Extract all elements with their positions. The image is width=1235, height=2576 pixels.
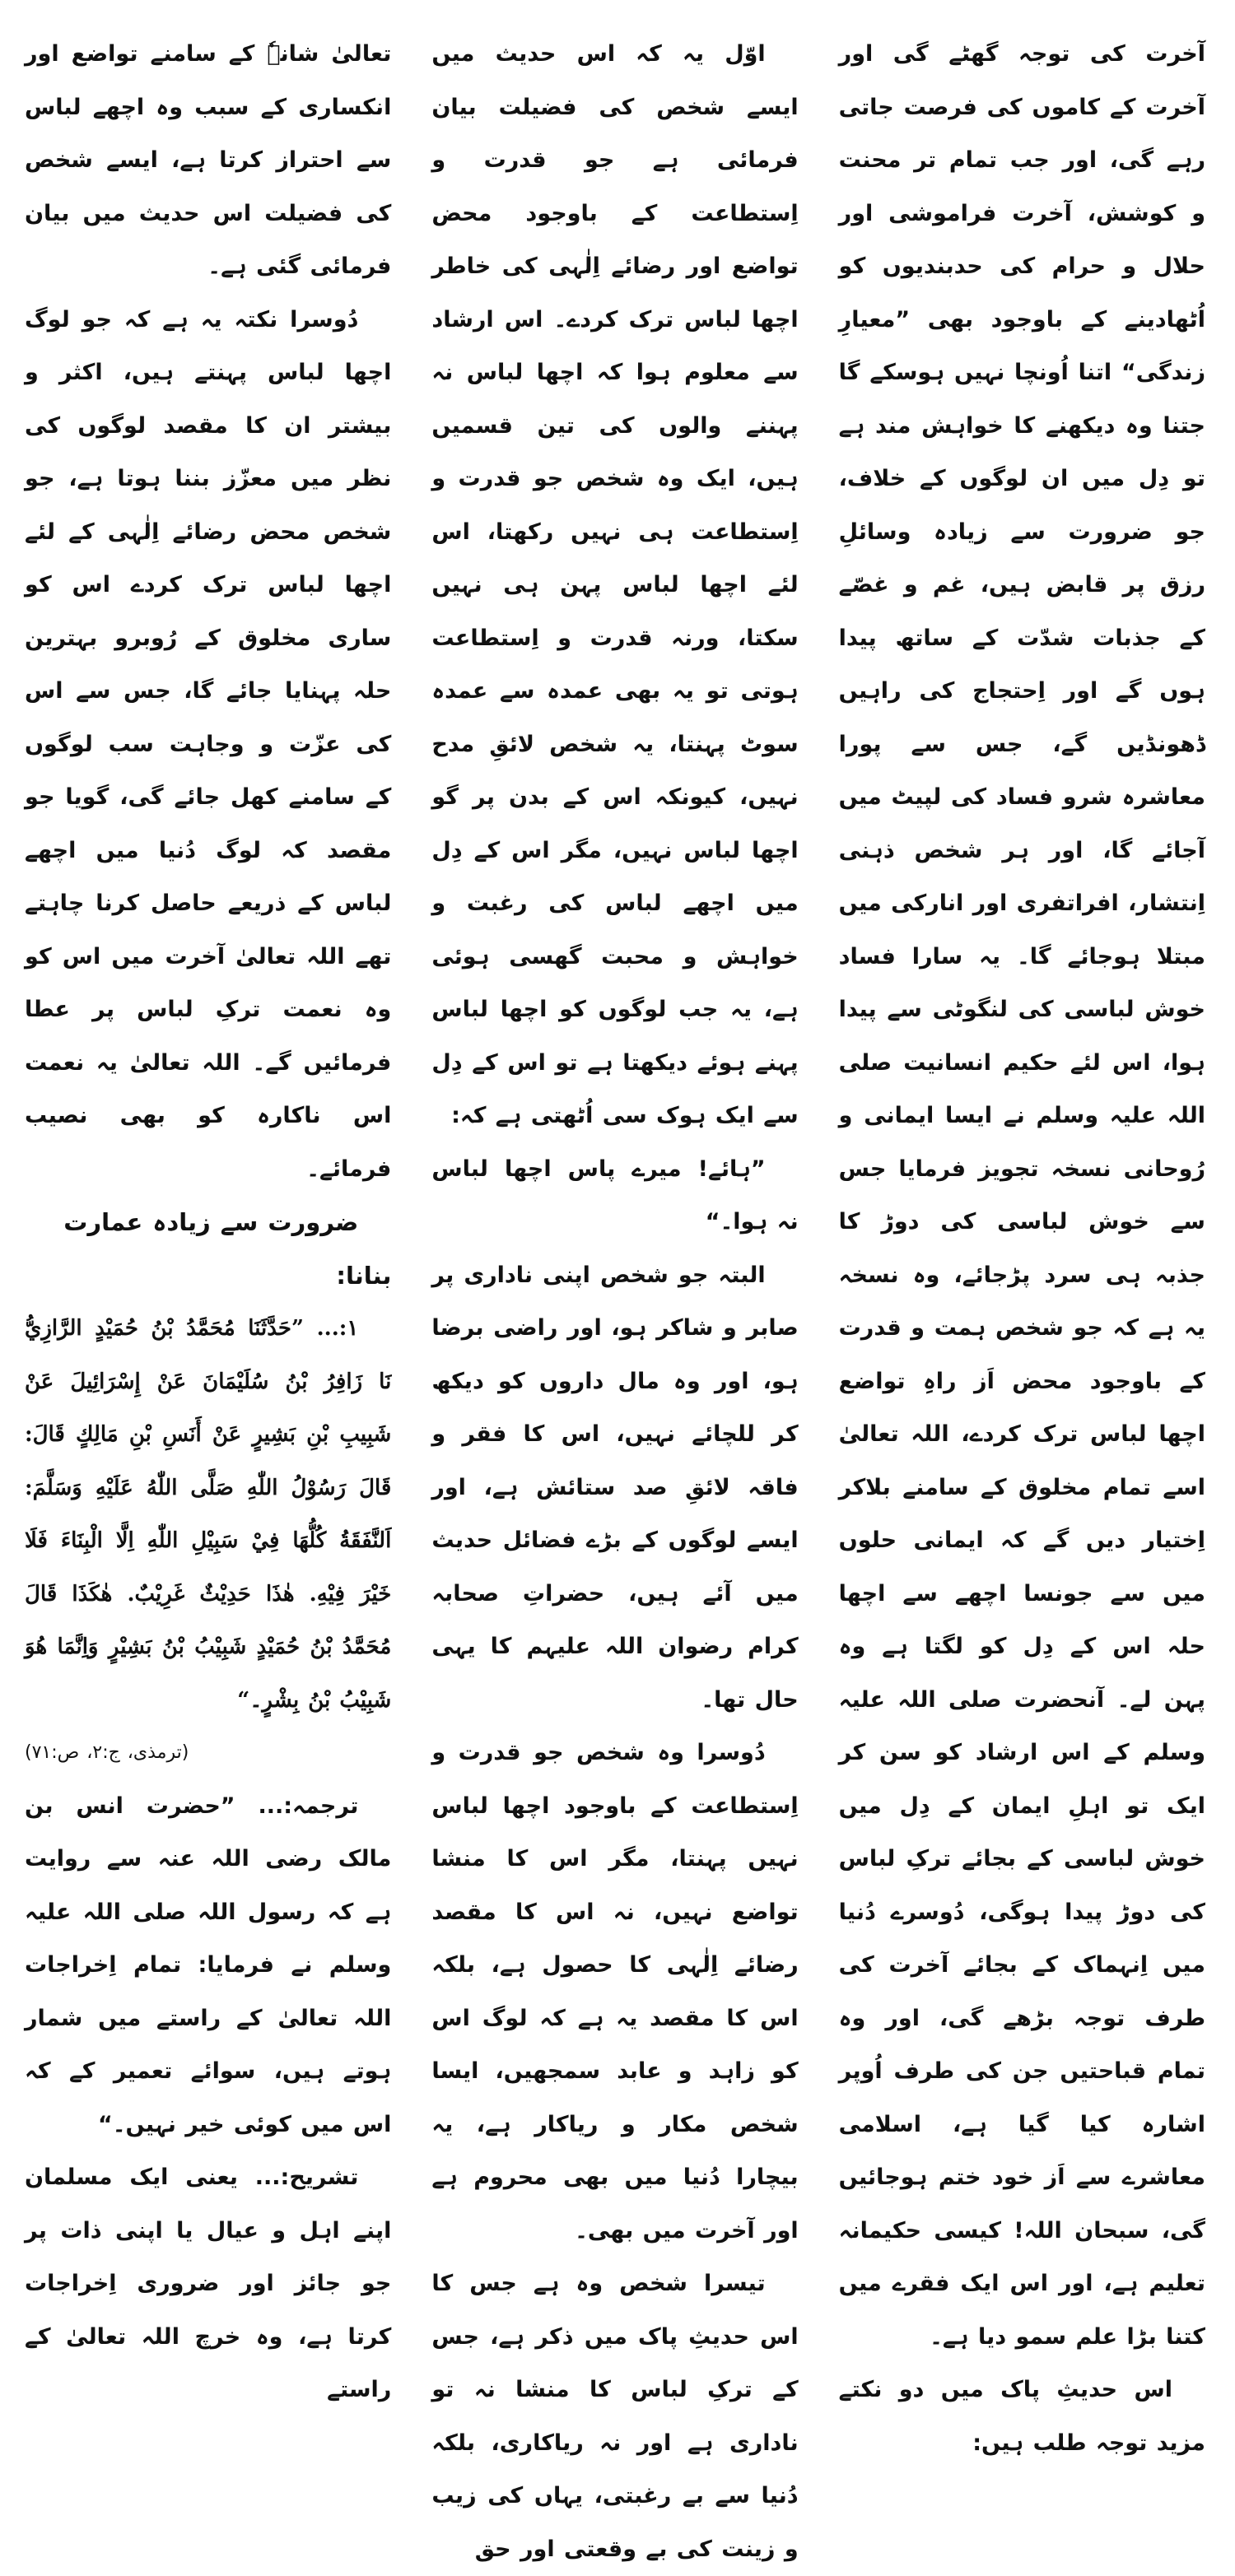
paragraph: آخرت کی توجہ گھٹے گی اور آخرت کے کاموں کی فرصت جاتی رہے گی، اور جب تمام تر محنت و کوشش، آخرت فراموشی اور حلال و حرام کی حدبندیوں کو اُٹھادینے کے باوجود بھی ”معیارِ زندگی“ اتنا اُونچا نہیں ہوسکے گا جتنا وہ دیکھنے کا خواہش مند ہے تو دِل میں ان لوگوں کے خلاف، جو ضرورت سے زیادہ وسائلِ رزق پر قابض ہیں، غم و غصّے کے جذبات شدّت کے ساتھ پیدا ہوں گے اور اِحتجاج کی راہیں ڈھونڈیں گے، جس سے پورا معاشرہ شرو فساد کی لپیٹ میں آجائے گا، اور ہر شخص ذہنی اِنتشار، افراتفری اور انارکی میں مبتلا ہوجائے گا۔ یہ سارا فساد خوش لباسی کی لنگوٹی سے پیدا ہوا، اس لئے حکیم انسانیت صلی اللہ علیہ وسلم نے ایسا ایمانی و رُوحانی نسخہ تجویز فرمایا جس سے خوش لباسی کی دوڑ کا جذبہ ہی سرد پڑجائے، وہ نسخہ یہ ہے کہ جو شخص ہمت و قدرت کے باوجود محض اَز راہِ تواضع اچھا لباس ترک کردے، اللہ تعالیٰ اسے تمام مخلوق کے سامنے بلاکر اِختیار دیں گے کہ ایمانی حلوں میں سے جونسا اچھے سے اچھا حلہ اس کے دِل کو لگتا ہے وہ پہن لے۔ آنحضرت صلی اللہ علیہ وسلم کے اس ارشاد کو سن کر ایک تو اہلِ ایمان کے دِل میں خوش لباسی کے بجائے ترکِ لباس کی دوڑ پیدا ہوگی، دُوسرے دُنیا میں اِنہماک کے بجائے آخرت کی طرف توجہ بڑھے گی، اور وہ تمام قباحتیں جن کی طرف اُوپر اشارہ کیا گیا ہے، اسلامی معاشرے سے اَز خود ختم ہوجائیں گی، سبحان اللہ! کیسی حکیمانہ تعلیم ہے، اور اس ایک فقرے میں کتنا بڑا علم سمو دیا ہے۔	[838, 41, 1205, 2350]
paragraph: دُوسرا نکتہ یہ ہے کہ جو لوگ اچھا لباس پہنتے ہیں، اکثر و بیشتر ان کا مقصد لوگوں کی نظر میں معزّز بننا ہوتا ہے، جو شخص محض رضائے اِلٰہی کے لئے اچھا لباس ترک کردے اس کو ساری مخلوق کے رُوبرو بہترین حلہ پہنایا جائے گا، جس سے اس کی عزّت و وجاہت سب لوگوں کے سامنے کھل جائے گی، گویا جو مقصد کہ لوگ دُنیا میں اچھے لباس کے ذریعے حاصل کرنا چاہتے تھے اللہ تعالیٰ آخرت میں اس کو وہ نعمت ترکِ لباس پر عطا فرمائیں گے۔ اللہ تعالیٰ یہ نعمت اس ناکارہ کو بھی نصیب فرمائے۔	[25, 306, 392, 1182]
hadith-arabic-text: ۱:... ”حَدَّثَنَا مُحَمَّدُ بْنُ حُمَيْدٍ الرَّازِيُّ نَا زَافِرُ بْنُ سُلَيْمَانَ عَنْ إِسْرَائِيلَ عَنْ شَبِيبِ بْنِ بَشِيرٍ عَنْ أَنَسِ بْنِ مَالِكٍ قَالَ: قَالَ رَسُوْلُ اللّٰهِ صَلَّى اللّٰهُ عَلَيْهِ وَسَلَّمَ: اَلنَّفَقَةُ كُلُّهَا فِيْ سَبِيْلِ اللّٰهِ اِلَّا الْبِنَاءَ فَلَا خَيْرَ فِيْهِ. هٰذَا حَدِيْثٌ غَرِيْبٌ. هٰكَذَا قَالَ مُحَمَّدُ بْنُ حُمَيْدٍ شَبِيْبُ بْنُ بَشِيْرٍ وَاِنَّمَا هُوَ شَبِيْبُ بْنُ بِشْرٍ۔“	[25, 1316, 392, 1713]
translation-paragraph: ترجمہ:... ”حضرت انس بن مالک رضی اللہ عنہ سے روایت ہے کہ رسول اللہ صلی اللہ علیہ وسلم نے فرمایا: تمام اِخراجات اللہ تعالیٰ کے راستے میں شمار ہوتے ہیں، سوائے تعمیر کے کہ اس میں کوئی خیر نہیں۔“	[25, 1793, 392, 2137]
section-heading: ضرورت سے زیادہ عمارت بنانا:	[63, 1208, 392, 1290]
paragraph: تعالیٰ شانہٗ کے سامنے تواضع اور انکساری کے سبب وہ اچھے لباس سے احتراز کرتا ہے، ایسے شخص کی فضیلت اس حدیث میں بیان فرمائی گئی ہے۔	[25, 41, 392, 279]
paragraph: اوّل یہ کہ اس حدیث میں ایسے شخص کی فضیلت بیان فرمائی ہے جو قدرت و اِستطاعت کے باوجود محض تواضع اور رضائے اِلٰہی کی خاطر اچھا لباس ترک کردے۔ اس ارشاد سے معلوم ہوا کہ اچھا لباس نہ پہننے والوں کی تین قسمیں ہیں، ایک وہ شخص جو قدرت و اِستطاعت ہی نہیں رکھتا، اس لئے اچھا لباس پہن ہی نہیں سکتا، ورنہ قدرت و اِستطاعت ہوتی تو یہ بھی عمدہ سے عمدہ سوٹ پہنتا، یہ شخص لائقِ مدح نہیں، کیونکہ اس کے بدن پر گو اچھا لباس نہیں، مگر اس کے دِل میں اچھے لباس کی رغبت و خواہش و محبت گھسی ہوئی ہے، یہ جب لوگوں کو اچھا لباس پہنے ہوئے دیکھتا ہے تو اس کے دِل سے ایک ہوک سی اُٹھتی ہے کہ:	[431, 41, 799, 1128]
paragraph: دُوسرا وہ شخص جو قدرت و اِستطاعت کے باوجود اچھا لباس نہیں پہنتا، مگر اس کا منشا تواضع نہیں، نہ اس کا مقصد رضائے اِلٰہی کا حصول ہے، بلکہ اس کا مقصد یہ ہے کہ لوگ اس کو زاہد و عابد سمجھیں، ایسا شخص مکار و ریاکار ہے، یہ بیچارا دُنیا میں بھی محروم ہے اور آخرت میں بھی۔	[431, 1740, 799, 2244]
explanation-paragraph: تشریح:... یعنی ایک مسلمان اپنے اہل و عیال یا اپنی ذات پر جو جائز اور ضروری اِخراجات کرتا ہے، وہ خرچ اللہ تعالیٰ کے راستے	[25, 2164, 392, 2402]
hadith-reference: (ترمذی، ج:۲، ص:۷۱)	[25, 1742, 189, 1763]
paragraph: اس حدیثِ پاک میں دو نکتے مزید توجہ طلب ہیں:	[838, 2377, 1205, 2456]
column-right	[838, 28, 1205, 2456]
quote-line: ”ہائے! میرے پاس اچھا لباس نہ ہوا۔“	[431, 1155, 799, 1235]
paragraph: البتہ جو شخص اپنی ناداری پر صابر و شاکر ہو، اور راضی برضا ہو، اور وہ مال داروں کو دیکھ کر للچائے نہیں، اس کا فقر و فاقہ لائقِ صد ستائش ہے، اور ایسے لوگوں کے بڑے فضائل حدیث میں آئے ہیں، حضراتِ صحابہ کرام رضوان اللہ علیہم کا یہی حال تھا۔	[431, 1262, 799, 1713]
column-middle	[431, 28, 799, 2562]
text-columns	[25, 28, 1205, 2562]
column-left	[25, 28, 392, 2402]
column-gutter	[391, 28, 431, 1806]
paragraph: تیسرا شخص وہ ہے جس کا اس حدیثِ پاک میں ذکر ہے، جس کے ترکِ لباس کا منشا نہ تو ناداری ہے اور نہ ریاکاری، بلکہ دُنیا سے بے رغبتی، یہاں کی زیب و زینت کی بے وقعتی اور حق	[431, 2271, 799, 2562]
column-gutter	[799, 28, 839, 1806]
